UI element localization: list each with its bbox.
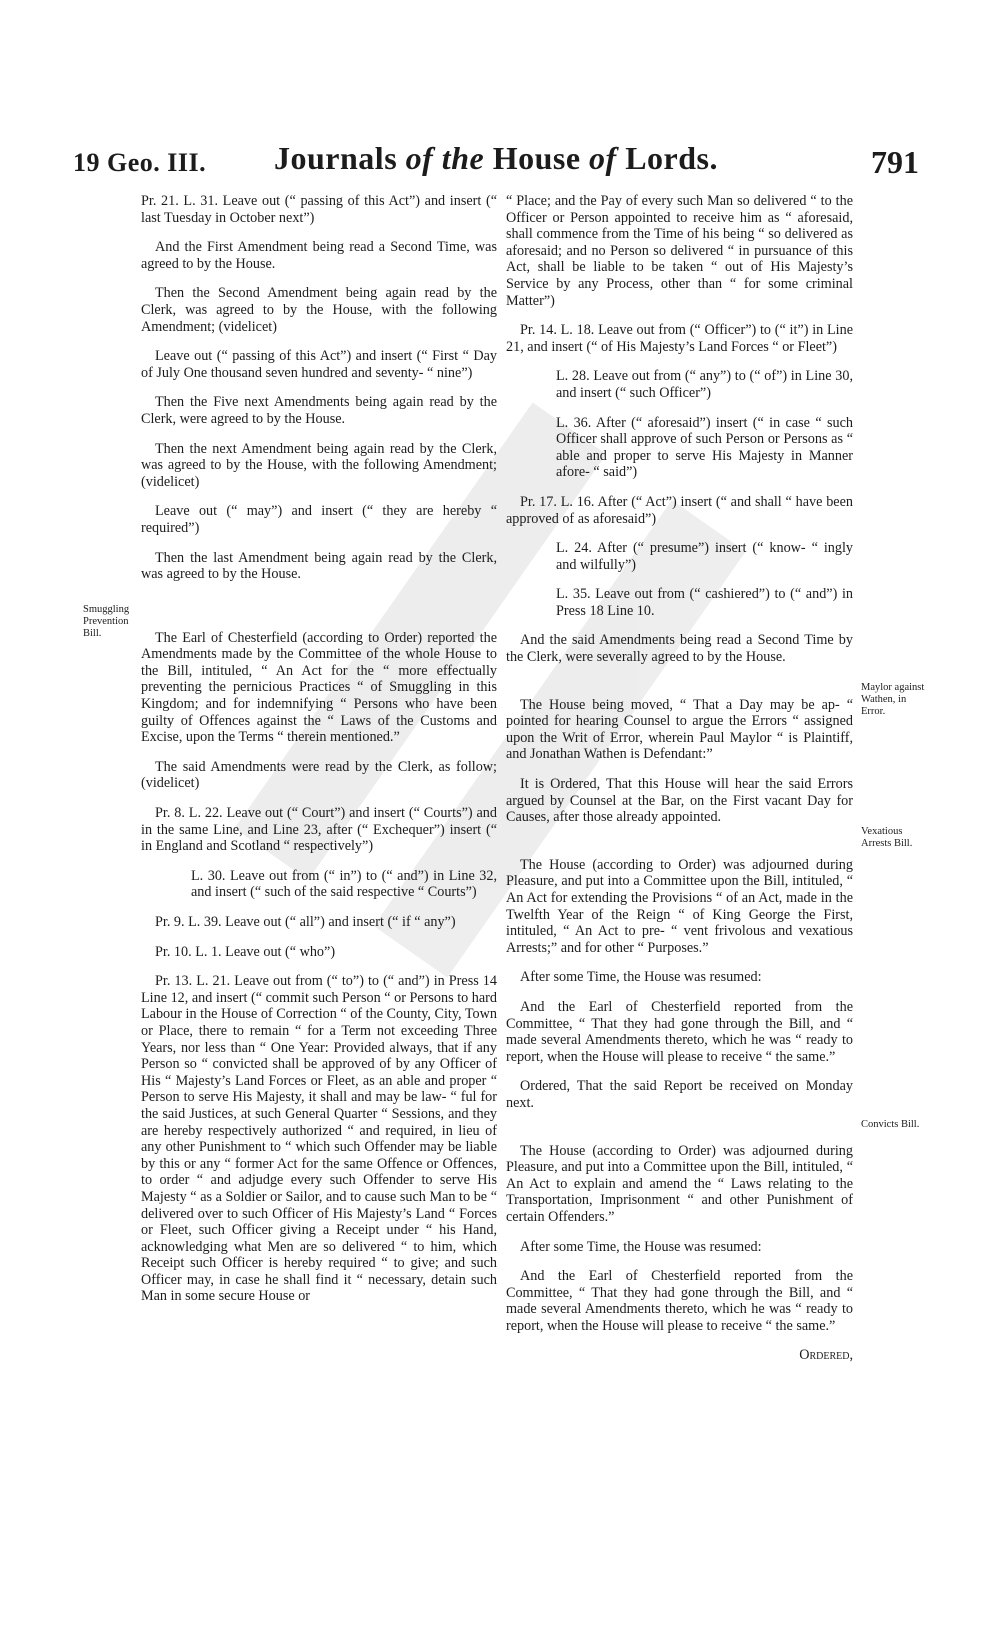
margin-note-maylor: Maylor against Wathen, in Error. <box>861 682 925 717</box>
title-word: House <box>492 140 581 176</box>
paragraph: After some Time, the House was resumed: <box>520 969 762 986</box>
paragraph: And the Earl of Chesterfield reported from the Committee, “ That they had gone through the Bill, and “ made several Amendments thereto, which he was “ ready to report, when the House will please to receive “ the same.” <box>506 998 853 1065</box>
paragraph-maylor-motion: The House being moved, “ That a Day may be ap- “ pointed for hearing Counsel to argue the Errors “ assigned upon the Writ of Error, wherein Paul Maylor “ is Plaintiff, and Jonathan Wathen is Defendant:” <box>506 696 853 763</box>
title-word: Lords. <box>625 140 718 176</box>
paragraph: The said Amendments were read by the Clerk, as follow; (videlicet) <box>141 758 497 792</box>
paragraph: And the First Amendment being read a Second Time, was agreed to by the House. <box>141 239 497 272</box>
paragraph: Ordered, That the said Report be received on Monday next. <box>506 1078 853 1111</box>
reign-label: 19 Geo. III. <box>73 148 207 177</box>
left-column <box>141 193 497 1318</box>
title-word: Journals <box>274 140 398 176</box>
paragraph: L. 30. Leave out from (“ in”) to (“ and”) in Line 32, and insert (“ such of the said respective “ Courts”) <box>191 867 497 901</box>
margin-note-convicts: Convicts Bill. <box>861 1119 920 1130</box>
paragraph: Pr. 17. L. 16. After (“ Act”) insert (“ and shall “ have been approved of as aforesaid”) <box>506 493 853 527</box>
paragraph: It is Ordered, That this House will hear the said Errors argued by Counsel at the Bar, on the First vacant Day for Causes, after those already appointed. <box>506 776 853 826</box>
paragraph: And the Earl of Chesterfield reported from the Committee, “ That they had gone through the Bill, and “ made several Amendments thereto, which he was “ ready to report, when the House will please to receive “ the same.” <box>506 1268 853 1334</box>
paragraph: Pr. 21. L. 31. Leave out (“ passing of this Act”) and insert (“ last Tuesday in October next”) <box>141 193 497 226</box>
title-word: of <box>405 140 434 176</box>
paragraph: L. 24. After (“ presume”) insert (“ know- “ ingly and wilfully”) <box>556 540 853 573</box>
title-word: of <box>589 140 617 176</box>
page-header <box>0 0 992 190</box>
title-word: the <box>441 140 485 176</box>
paragraph: Pr. 9. L. 39. Leave out (“ all”) and insert (“ if “ any”) <box>155 914 456 930</box>
paragraph: Then the last Amendment being again read by the Clerk, was agreed to by the House. <box>141 549 497 583</box>
paragraph: Leave out (“ may”) and insert (“ they are hereby “ required”) <box>141 503 497 536</box>
paragraph: Pr. 8. L. 22. Leave out (“ Court”) and insert (“ Courts”) and in the same Line, and Line 23, after (“ Exchequer”) insert (“ in England and Scotland “ respectively”) <box>141 805 497 855</box>
catchword: Ordered, <box>799 1347 853 1364</box>
paragraph: L. 36. After (“ aforesaid”) insert (“ in case “ such Officer shall approve of such Person or Persons as “ able and proper to serve His Majesty in Manner afore- “ said”) <box>556 414 853 481</box>
paragraph: After some Time, the House was resumed: <box>520 1238 762 1255</box>
paragraph: Pr. 13. L. 21. Leave out from (“ to”) to (“ and”) in Press 14 Line 12, and insert (“ commit such Person “ or Persons to hard Labour in the House of Correction “ of the County, City, Town or Place, there to remain “ for a Term not exceeding Three Years, nor less than “ One Year: Provided always, that if any Person so “ convicted shall be approved of by any Officer of His “ Majesty’s Land Forces or Fleet, as an able and proper “ Person to serve His Majesty, it shall and may be law- “ ful for the said Justices, at such General Quarter “ Sessions, and they are hereby respectively authorized “ and required, in lieu of any other Punishment to “ which such Offender may be liable by this or any “ former Act for the same Offence or Offences, to order “ and adjudge every such Offender to serve His Majesty “ as a Soldier or Sailor, and to cause such Man to be “ delivered over to such Officer of His Majesty’s Land “ Forces or Fleet, such Officer giving a Receipt under “ his Hand, acknowledging what Men are so delivered “ to him, which Receipt such Officer is hereby required “ to give; and such Officer may, in case he shall find it “ necessary, detain such Man in some secure House or <box>141 973 497 1305</box>
margin-note-smuggling: Smuggling Prevention Bill. <box>83 604 130 639</box>
paragraph: Pr. 10. L. 1. Leave out (“ who”) <box>155 943 336 960</box>
paragraph: Then the Five next Amendments being again read by the Clerk, were agreed to by the House. <box>141 394 497 427</box>
paragraph: “ Place; and the Pay of every such Man so delivered “ to the Officer or Person appointed to receive him as “ aforesaid, shall commence from the Time of his being “ so delivered as aforesaid; and no Person so delivered “ in pursuance of this Act, shall be liable to be taken “ out of His Majesty’s Service by any Process, other than “ for some criminal Matter”) <box>506 193 853 309</box>
paragraph-convicts-committee: The House (according to Order) was adjourned during Pleasure, and put into a Committee upon the Bill, intituled, “ An Act to explain and amend the “ Laws relating to the Transportation, Imprisonment “ and other Punishment of certain Offenders.” <box>506 1142 853 1225</box>
page-number: 791 <box>871 144 919 180</box>
paragraph: Then the next Amendment being again read by the Clerk, was agreed to by the House, with the following Amendment; (videlicet) <box>141 440 497 490</box>
paragraph: Then the Second Amendment being again read by the Clerk, was agreed to by the House, with the following Amendment; (videlicet) <box>141 285 497 335</box>
right-column <box>506 193 853 1364</box>
paragraph: L. 35. Leave out from (“ cashiered”) to (“ and”) in Press 18 Line 10. <box>556 586 853 619</box>
margin-note-vexatious: Vexatious Arrests Bill. <box>861 826 913 849</box>
paragraph: L. 28. Leave out from (“ any”) to (“ of”) in Line 30, and insert (“ such Officer”) <box>556 368 853 401</box>
paragraph-smuggling-report: The Earl of Chesterfield (according to Order) reported the Amendments made by the Committee of the whole House to the Bill, intituled, “ An Act for the “ more effectually preventing the pernicious Practices “ of Smuggling in this Kingdom; and for indemnifying “ Persons who have been guilty of Offences against the “ Laws of the Customs and Excise, upon the Terms “ therein mentioned.” <box>141 629 497 746</box>
paragraph: Pr. 14. L. 18. Leave out from (“ Officer”) to (“ it”) in Line 21, and insert (“ of His Majesty’s Land Forces “ or Fleet”) <box>506 322 853 355</box>
paragraph-vexatious-committee: The House (according to Order) was adjourned during Pleasure, and put into a Committee upon the Bill, intituled, “ An Act for extending the Provisions “ of an Act, made in the Twelfth Year of the Reign “ of King George the First, intituled, “ An Act to pre- “ vent frivolous and vexatious Arrests;” and for other “ Purposes.” <box>506 856 853 956</box>
paragraph: Leave out (“ passing of this Act”) and insert (“ First “ Day of July One thousand seven hundred and seventy- “ nine”) <box>141 348 497 381</box>
paragraph: And the said Amendments being read a Second Time by the Clerk, were severally agreed to by the House. <box>506 632 853 666</box>
journal-title <box>0 140 992 177</box>
